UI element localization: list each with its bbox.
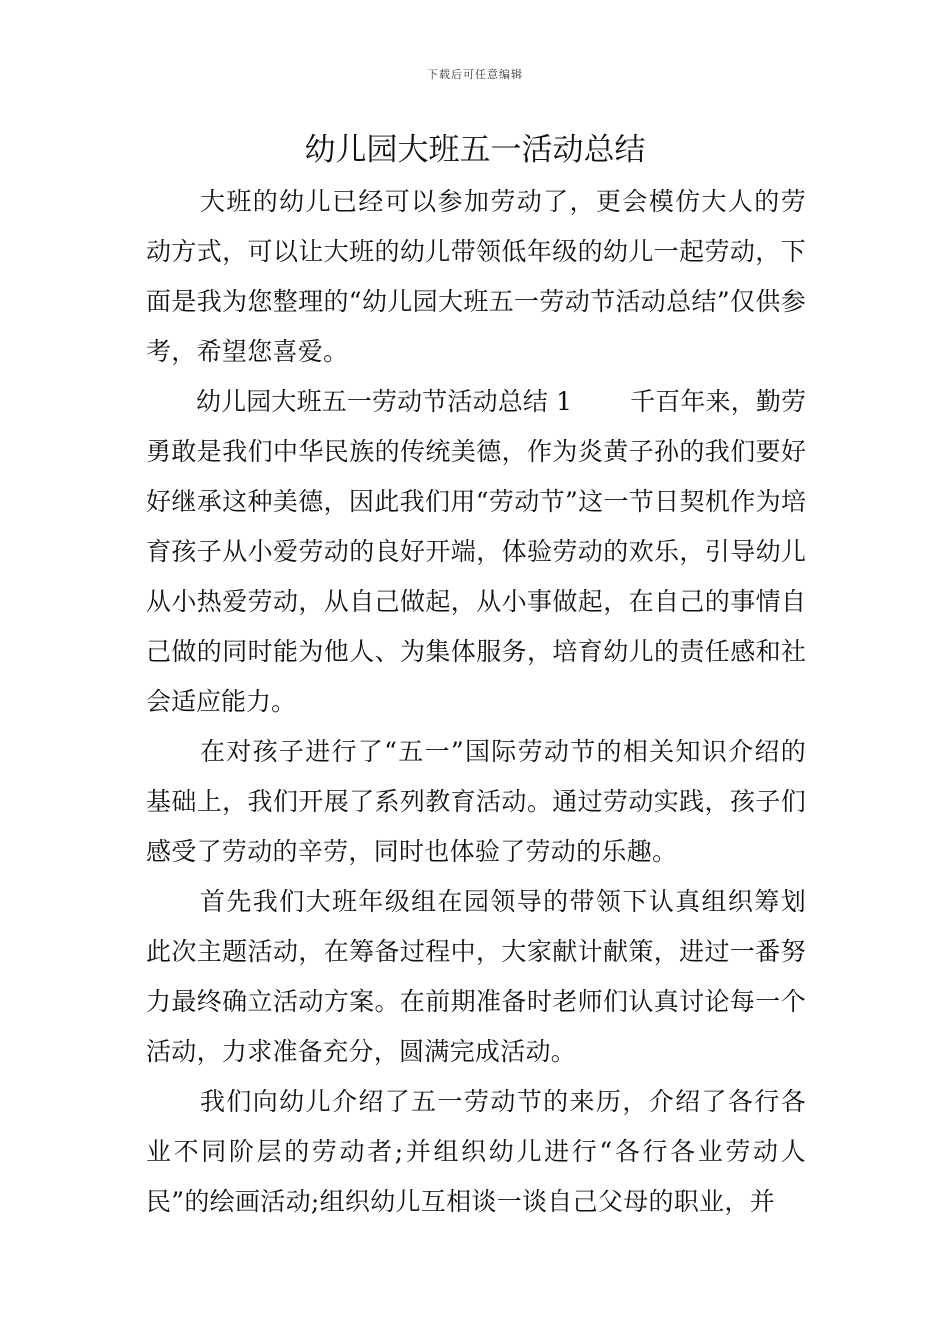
intro-paragraph: 大班的幼儿已经可以参加劳动了，更会模仿大人的劳动方式，可以让大班的幼儿带领低年级的幼儿一起劳动，下面是我为您整理的“幼儿园大班五一劳动节活动总结”仅供参考，希望您喜爱。 xyxy=(146,187,806,366)
body-paragraph-2: 首先我们大班年级组在园领导的带领下认真组织筹划此次主题活动，在筹备过程中，大家献计献策，进过一番努力最终确立活动方案。在前期准备时老师们认真讨论每一个活动，力求准备充分，圆满完成活动。 xyxy=(146,887,806,1066)
document-title: 幼儿园大班五一活动总结 xyxy=(304,132,646,168)
body-paragraph-1: 在对孩子进行了“五一”国际劳动节的相关知识介绍的基础上，我们开展了系列教育活动。通过劳动实践，孩子们感受了劳动的辛劳，同时也体验了劳动的乐趣。 xyxy=(146,737,806,866)
section-1-paragraph xyxy=(146,377,806,727)
section-1-text: 千百年来，勤劳勇敢是我们中华民族的传统美德，作为炎黄子孙的我们要好好继承这种美德，因此我们用“劳动节”这一节日契机作为培育孩子从小爱劳动的良好开端，体验劳动的欢乐，引导幼儿从小热爱劳动，从自己做起，从小事做起，在自己的事情自己做的同时能为他人、为集体服务，培育幼儿的责任感和社会适应能力。 xyxy=(146,387,806,716)
body-paragraph-3: 我们向幼儿介绍了五一劳动节的来历，介绍了各行各业不同阶层的劳动者;并组织幼儿进行“各行各业劳动人民”的绘画活动;组织幼儿互相谈一谈自己父母的职业，并 xyxy=(146,1087,806,1216)
document-body xyxy=(146,177,806,1227)
section-1-heading: 幼儿园大班五一劳动节活动总结 1 xyxy=(196,387,572,416)
header-note: 下载后可任意编辑 xyxy=(427,68,523,81)
